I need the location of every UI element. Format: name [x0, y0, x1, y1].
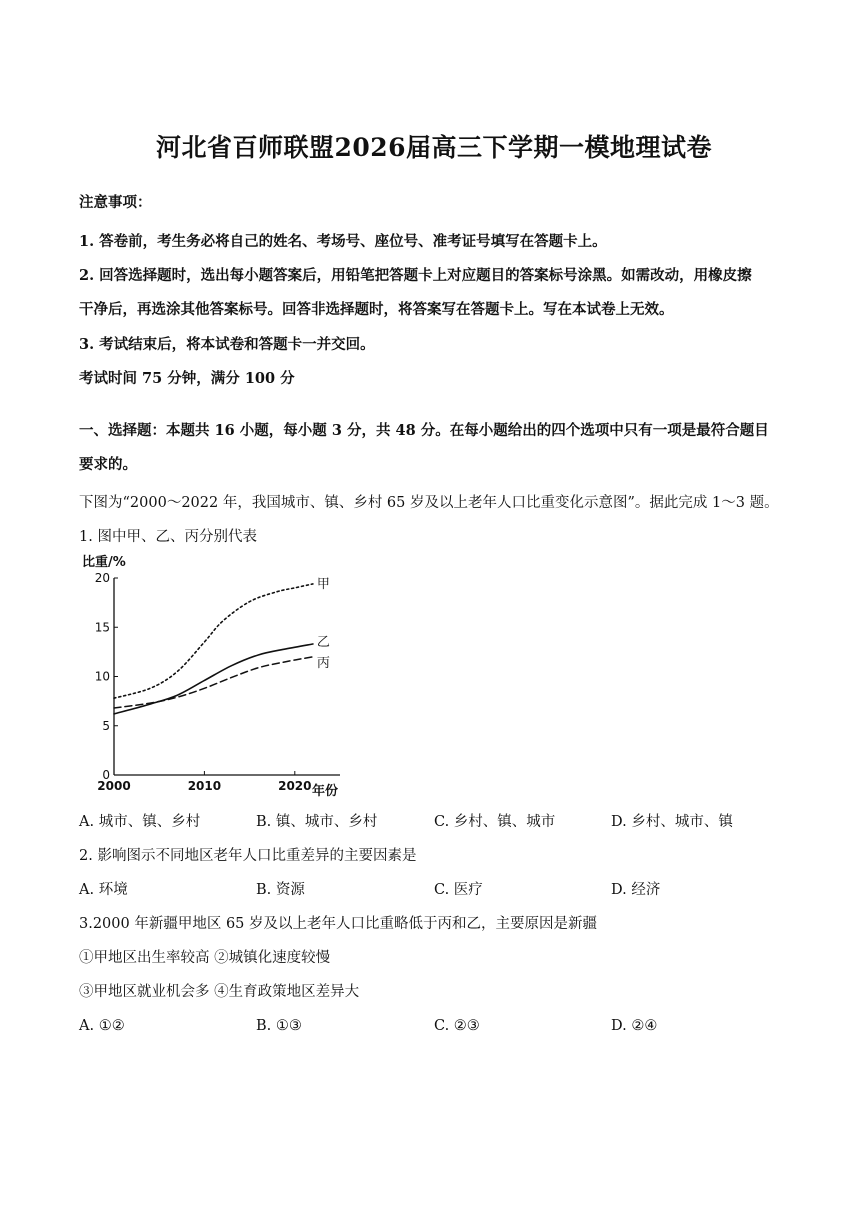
q3-stem: 3.2000 年新疆甲地区 65 岁及以上老年人口比重略低于丙和乙，主要原因是新疆	[79, 916, 598, 932]
series-line-3	[114, 657, 313, 708]
q3-choices-1: ①甲地区出生率较高 ②城镇化速度较慢	[79, 950, 331, 966]
q1-option-b[interactable]: B. 镇、城市、乡村	[256, 814, 378, 830]
q2-option-d[interactable]: D. 经济	[611, 882, 661, 898]
x-tick-label: 2010	[187, 779, 222, 793]
chart-plot	[82, 554, 340, 799]
section1-heading: 一、选择题：本题共 16 小题，每小题 3 分，共 48 分。在每小题给出的四个选项中只有一项是最符合题目	[79, 422, 769, 439]
y-axis-label: 比重/%	[82, 555, 126, 570]
series-label-1: 甲	[316, 576, 330, 592]
q1-option-d[interactable]: D. 乡村、城市、镇	[611, 814, 733, 830]
q3-choices-2: ③甲地区就业机会多 ④生育政策地区差异大	[79, 984, 360, 1000]
q2-option-b[interactable]: B. 资源	[256, 882, 305, 898]
q2-stem: 2. 影响图示不同地区老年人口比重差异的主要因素是	[79, 848, 417, 864]
y-tick-label: 20	[94, 571, 110, 585]
line-chart	[78, 550, 358, 805]
y-tick-label: 0	[102, 768, 110, 782]
chart-intro: 下图为“2000～2022 年，我国城市、镇、乡村 65 岁及以上老年人口比重变化示意图”。据此完成 1～3 题。	[79, 495, 779, 511]
x-tick-label: 2000	[97, 779, 131, 793]
notice-heading: 注意事项：	[79, 194, 152, 211]
exam-time: 考试时间 75 分钟，满分 100 分	[79, 370, 295, 387]
q1-option-c[interactable]: C. 乡村、镇、城市	[434, 814, 556, 830]
y-tick-label: 10	[94, 669, 110, 684]
q1-option-a[interactable]: A. 城市、镇、乡村	[79, 814, 201, 830]
y-tick-label: 15	[94, 620, 110, 635]
q3-option-c[interactable]: C. ②③	[434, 1018, 480, 1034]
notice-item-3: 3. 考试结束后，将本试卷和答题卡一并交回。	[79, 336, 375, 353]
section1-heading-cont: 要求的。	[79, 456, 137, 473]
series-line-2	[114, 644, 313, 714]
q2-option-c[interactable]: C. 医疗	[434, 882, 483, 898]
series-line-1	[114, 584, 313, 698]
x-tick-label: 2020	[278, 779, 312, 793]
series-label-2: 乙	[316, 634, 330, 650]
notice-item-2-cont: 干净后，再选涂其他答案标号。回答非选择题时，将答案写在答题卡上。写在本试卷上无效。	[79, 301, 674, 318]
notice-item-2: 2. 回答选择题时，选出每小题答案后，用铅笔把答题卡上对应题目的答案标号涂黑。如需改动，用橡皮擦	[79, 267, 752, 284]
q1-stem: 1. 图中甲、乙、丙分别代表	[79, 529, 257, 545]
q2-option-a[interactable]: A. 环境	[79, 882, 128, 898]
notice-item-1: 1. 答卷前，考生务必将自己的姓名、考场号、座位号、准考证号填写在答题卡上。	[79, 233, 607, 250]
q3-option-b[interactable]: B. ①③	[256, 1018, 302, 1034]
page-title: 河北省百师联盟2026届高三下学期一模地理试卷	[155, 133, 713, 162]
x-axis-label: 年份	[312, 784, 339, 799]
q3-option-a[interactable]: A. ①②	[79, 1018, 125, 1034]
q3-option-d[interactable]: D. ②④	[611, 1018, 658, 1034]
series-label-3: 丙	[316, 655, 330, 671]
y-tick-label: 5	[102, 718, 110, 733]
